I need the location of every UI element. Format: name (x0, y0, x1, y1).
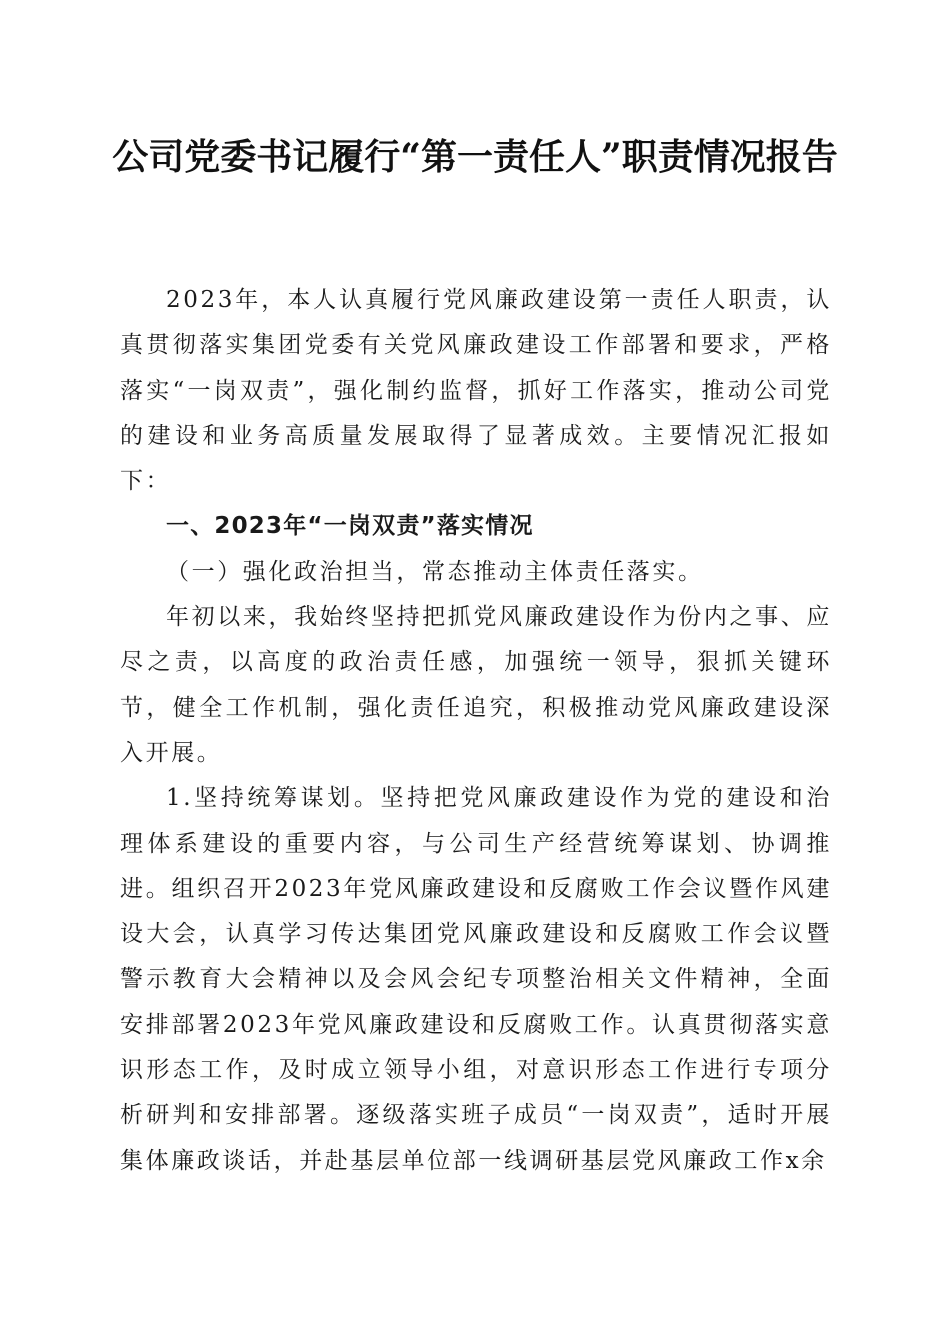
document-body (120, 278, 832, 1184)
section-heading: 一、2023年“一岗双责”落实情况 (166, 513, 534, 540)
document-title: 公司党委书记履行“第一责任人”职责情况报告 (112, 136, 838, 178)
body-paragraph: 年初以来，我始终坚持把抓党风廉政建设作为份内之事、应尽之责，以高度的政治责任感，加强统一领导，狠抓关键环节，健全工作机制，强化责任追究，积极推动党风廉政建设深入开展。 (120, 604, 832, 766)
intro-paragraph: 2023年，本人认真履行党风廉政建设第一责任人职责，认真贯彻落实集团党委有关党风廉政建设工作部署和要求，严格落实“一岗双责”，强化制约监督，抓好工作落实，推动公司党的建设和业务高质量发展取得了显著成效。主要情况汇报如下： (120, 287, 832, 495)
body-paragraph: 1.坚持统筹谋划。坚持把党风廉政建设作为党的建设和治理体系建设的重要内容，与公司生产经营统筹谋划、协调推进。组织召开2023年党风廉政建设和反腐败工作会议暨作风建设大会，认真学习传达集团党风廉政建设和反腐败工作会议暨警示教育大会精神以及会风会纪专项整治相关文件精神，全面安排部署2023年党风廉政建设和反腐败工作。认真贯彻落实意识形态工作，及时成立领导小组，对意识形态工作进行专项分析研判和安排部署。逐级落实班子成员“一岗双责”，适时开展集体廉政谈话，并赴基层单位部一线调研基层党风廉政工作x余 (120, 785, 832, 1174)
subsection-heading: （一）强化政治担当，常态推动主体责任落实。 (166, 558, 704, 585)
